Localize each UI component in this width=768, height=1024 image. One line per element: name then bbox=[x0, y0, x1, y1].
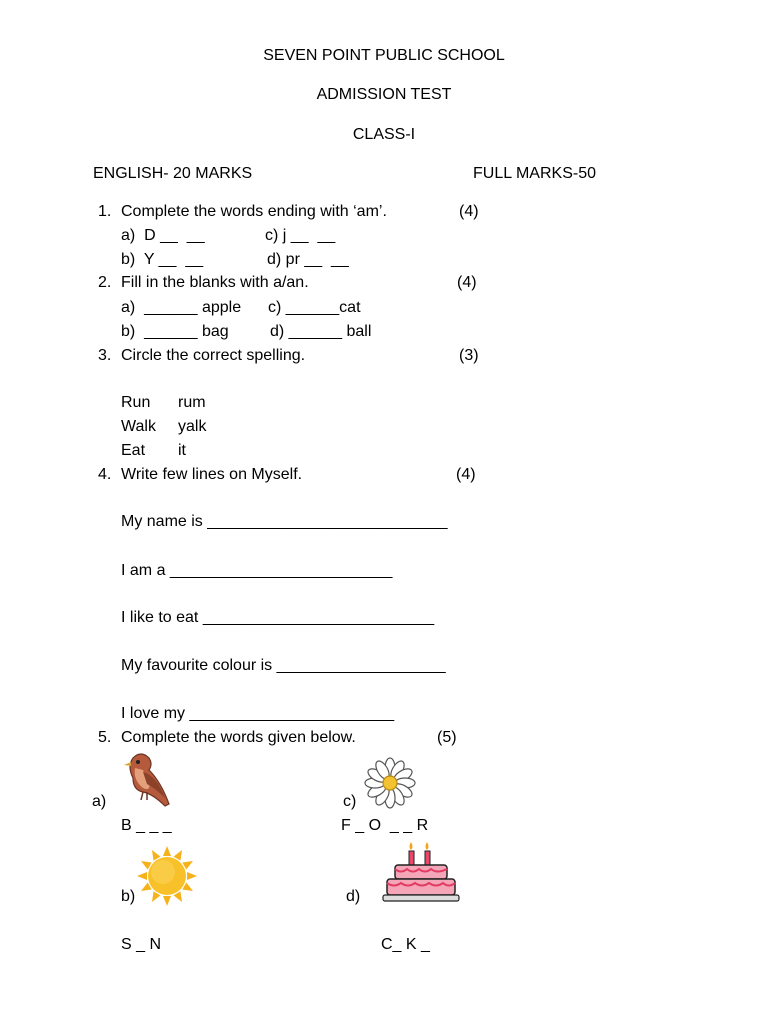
fill-line: My name is ___________________________ bbox=[121, 513, 448, 530]
option-a: a) D __ __ bbox=[121, 227, 205, 244]
option-a-label: a) bbox=[92, 793, 107, 810]
option-b-label: b) bbox=[121, 888, 136, 905]
question-text: Complete the words given below. bbox=[121, 729, 356, 746]
question-text: Fill in the blanks with a/an. bbox=[121, 274, 309, 291]
fill-line: I am a _________________________ bbox=[121, 562, 393, 579]
question-number: 1. bbox=[98, 203, 112, 220]
bird-picture bbox=[113, 748, 173, 808]
sun-picture bbox=[136, 845, 198, 907]
option-d: d) pr __ __ bbox=[267, 251, 349, 268]
question-number: 2. bbox=[98, 274, 112, 291]
question-number: 3. bbox=[98, 347, 112, 364]
option-c-word: F _ O _ _ R bbox=[341, 817, 429, 834]
question-marks: (4) bbox=[457, 274, 477, 291]
question-text: Write few lines on Myself. bbox=[121, 466, 303, 483]
option-b: b) ______ bag bbox=[121, 323, 229, 340]
spelling-word: Walk bbox=[121, 418, 156, 435]
question-marks: (4) bbox=[456, 466, 476, 483]
fill-line: My favourite colour is ___________________ bbox=[121, 657, 446, 674]
class-title: CLASS-I bbox=[352, 126, 416, 143]
spelling-word: rum bbox=[178, 394, 206, 411]
spelling-word: Run bbox=[121, 394, 151, 411]
option-d-word: C_ K _ bbox=[381, 936, 430, 953]
full-marks: FULL MARKS-50 bbox=[473, 165, 596, 182]
fill-line: I love my _______________________ bbox=[121, 705, 395, 722]
question-text: Complete the words ending with ‘am’. bbox=[121, 203, 387, 220]
option-b-word: S _ N bbox=[121, 936, 162, 953]
subject-marks: ENGLISH- 20 MARKS bbox=[93, 165, 253, 182]
question-marks: (3) bbox=[459, 347, 479, 364]
question-number: 5. bbox=[98, 729, 112, 746]
test-title: ADMISSION TEST bbox=[316, 86, 452, 103]
spelling-word: it bbox=[178, 442, 186, 459]
option-c: c) j __ __ bbox=[265, 227, 336, 244]
question-text: Circle the correct spelling. bbox=[121, 347, 306, 364]
school-name: SEVEN POINT PUBLIC SCHOOL bbox=[263, 47, 505, 64]
option-c: c) ______cat bbox=[268, 299, 361, 316]
question-marks: (5) bbox=[437, 729, 457, 746]
question-number: 4. bbox=[98, 466, 112, 483]
cake-picture bbox=[381, 836, 461, 906]
option-b: b) Y __ __ bbox=[121, 251, 204, 268]
spelling-word: yalk bbox=[178, 418, 207, 435]
flower-picture bbox=[364, 757, 416, 809]
option-c-label: c) bbox=[343, 793, 357, 810]
question-marks: (4) bbox=[459, 203, 479, 220]
option-d: d) ______ ball bbox=[270, 323, 372, 340]
spelling-word: Eat bbox=[121, 442, 146, 459]
option-a-word: B _ _ _ bbox=[121, 817, 172, 834]
option-a: a) ______ apple bbox=[121, 299, 242, 316]
fill-line: I like to eat __________________________ bbox=[121, 609, 435, 626]
option-d-label: d) bbox=[346, 888, 361, 905]
